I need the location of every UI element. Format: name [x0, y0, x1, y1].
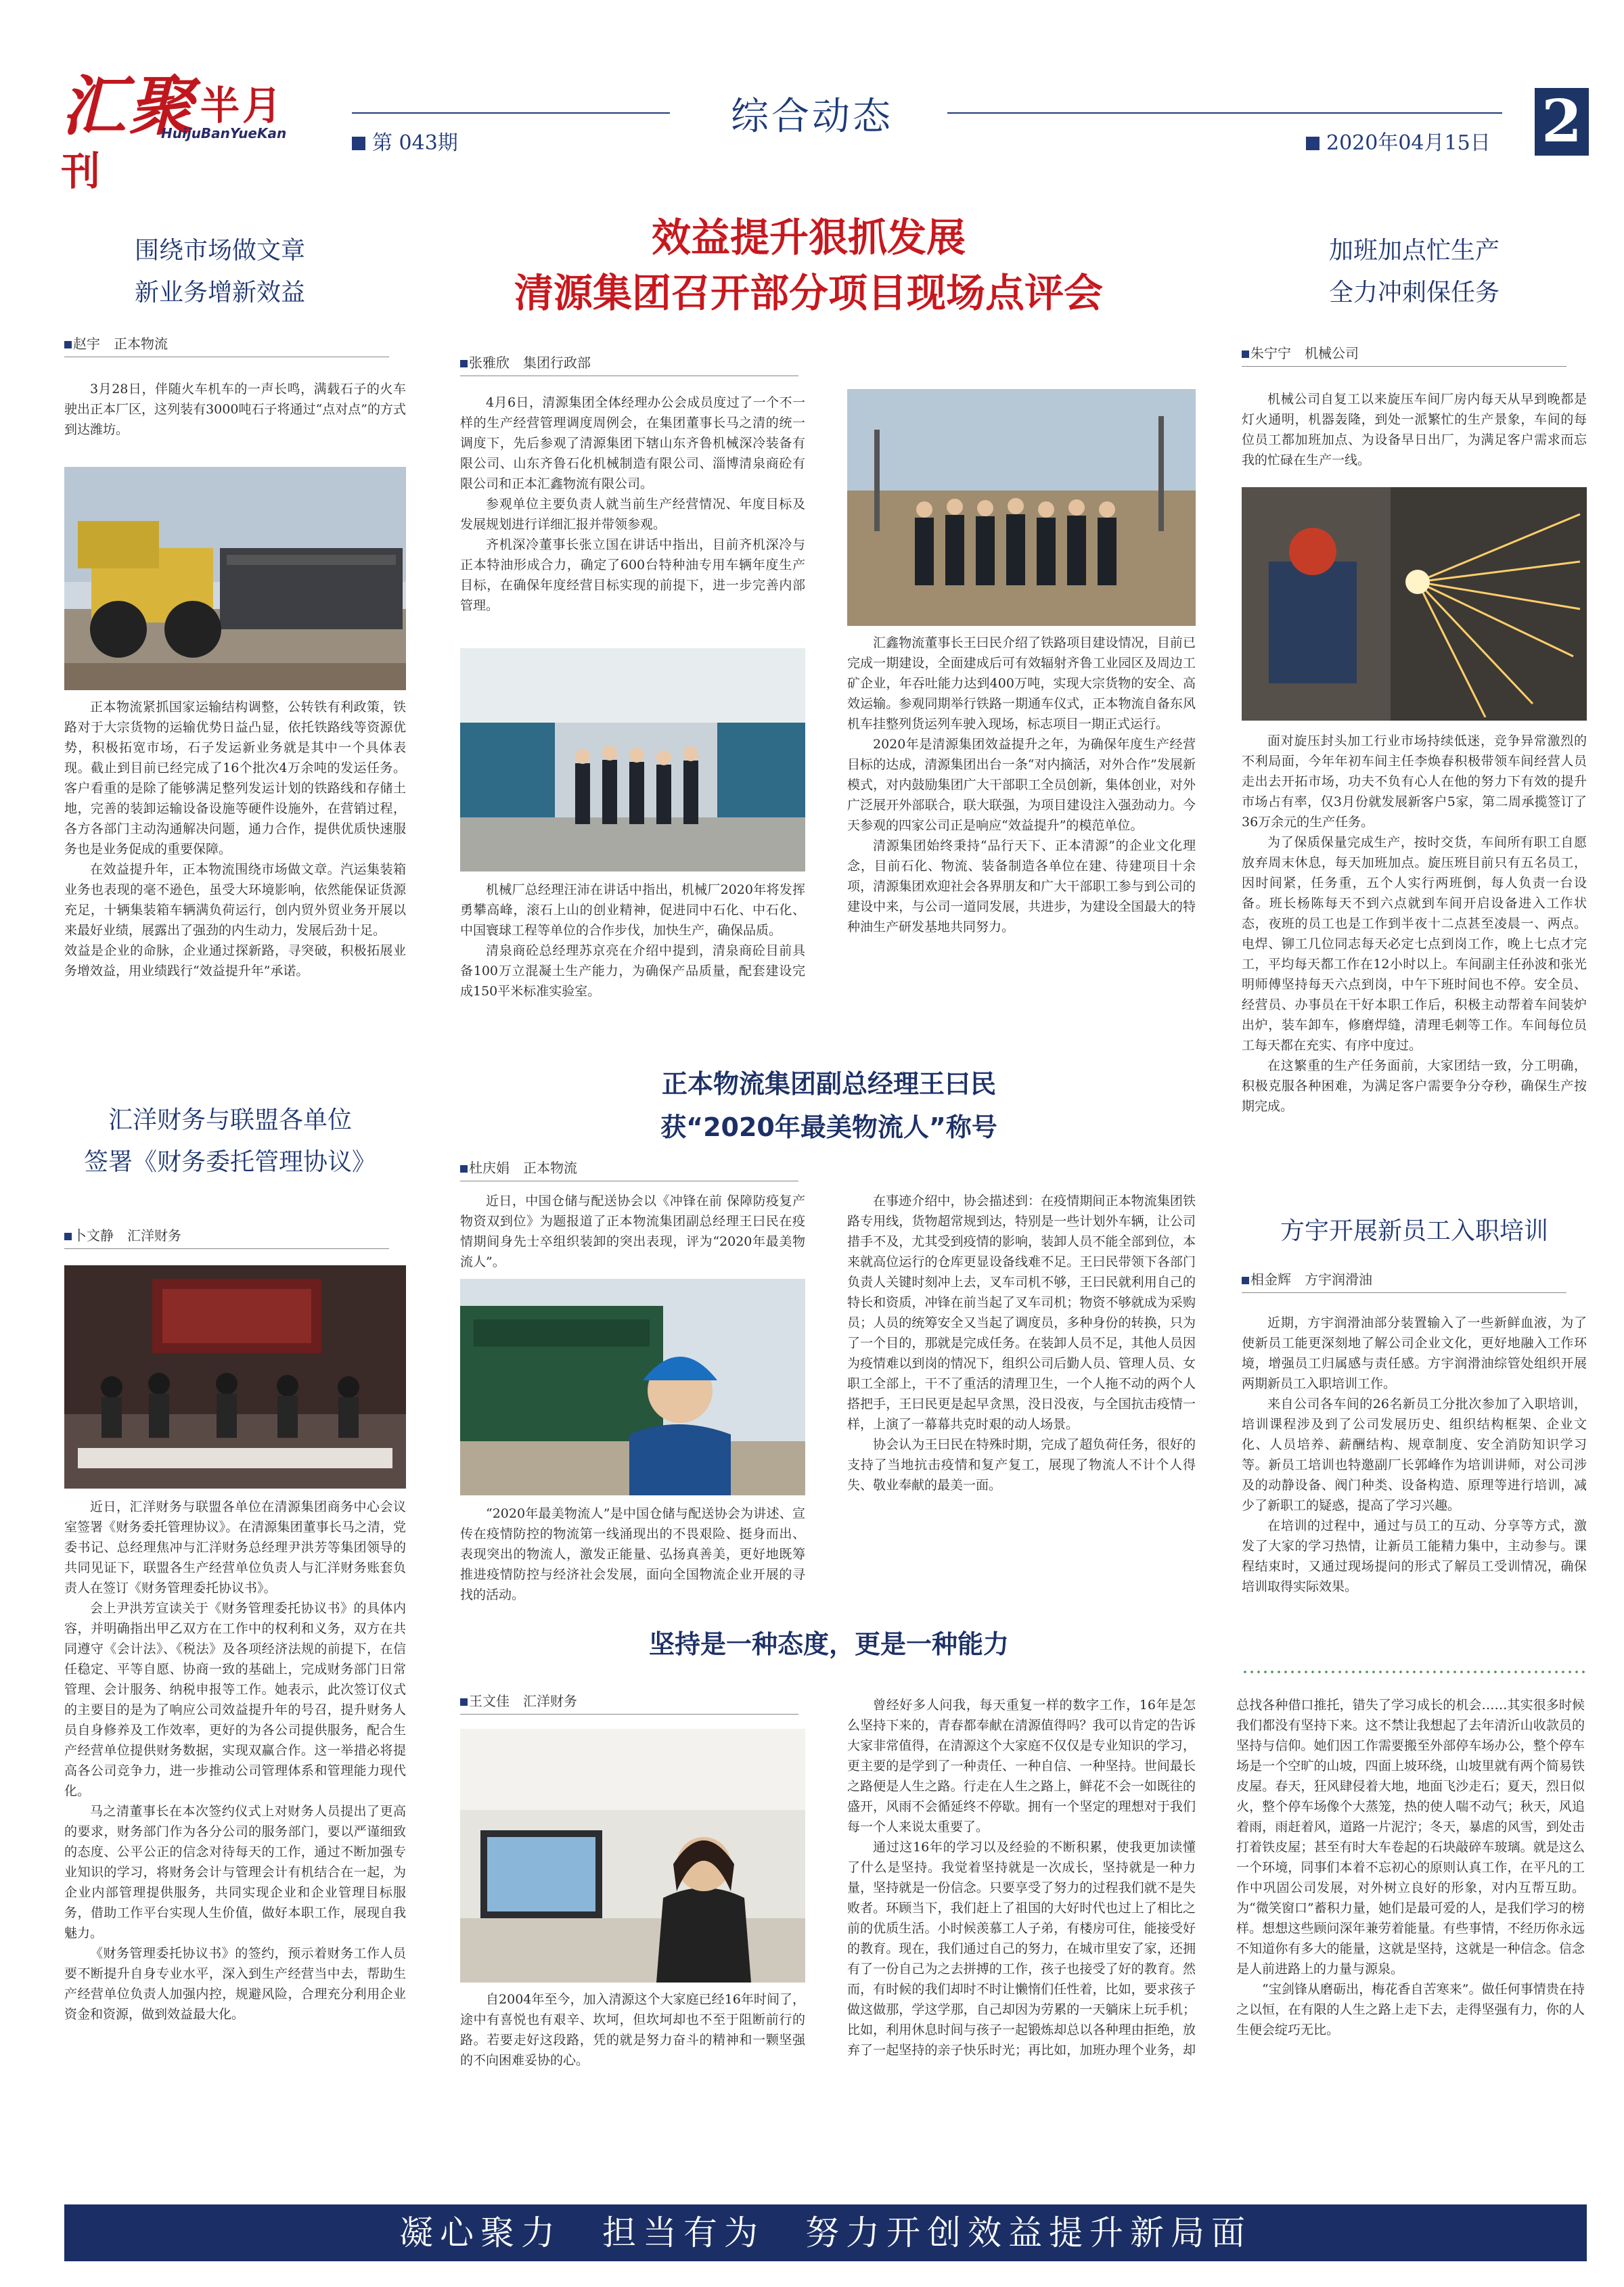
story-left2-headline: 汇洋财务与联盟各单位 签署《财务委托管理协议》	[83, 1106, 376, 1176]
photo-loader-train	[64, 467, 406, 690]
story-left1-body: 正本物流紧抓国家运输结构调整，公转铁有利政策，铁路对于大宗货物的运输优势日益凸显，依托铁路线等资源优势，积极拓宽市场，石子发运新业务就是其中一个具体表现。截止到目前已经完成了16个批次4万余吨的发运任务。客户看重的是除了能够满足整列发运计划的铁路线和存储土地，完善的装卸运输设备设施等硬件设施外，在营销过程，各方各部门主动沟通解决问题，通力合作，提供优质快速服务也是业务促成的重要保障。 在效益提升年，正本物流围绕市场做文章。汽运集装箱业务也表现的毫不逊色，虽受大环境影响，依然能保证货源充足，十辆集装箱车辆满负荷运行，创内贸外贸业务开展以来最好业绩，展露出了强劲的内生动力，发展后劲十足。 效益是企业的命脉，企业通过探新路，寻突破，积极拓展业务增效益，用业绩践行“效益提升年”承诺。	[64, 700, 406, 978]
footer-slogan: 凝心聚力 担当有为 努力开创效益提升新局面	[64, 2204, 1587, 2261]
section-title: 综合动态	[731, 95, 893, 139]
story-center1-byline: 张雅欣 集团行政部	[460, 352, 798, 376]
photo-office-worker	[460, 1729, 805, 1983]
story-left2-byline: 卜文静 汇洋财务	[64, 1225, 389, 1249]
brand-pinyin: HuijuBanYueKan	[161, 125, 287, 141]
issue-number: 第 043期	[352, 126, 458, 156]
photo-award-winner	[460, 1279, 805, 1495]
story-bottom-body: 曾经好多人问我，每天重复一样的数字工作，16年是怎么坚持下来的，青春都奉献在清源值得吗？我可以肯定的告诉大家非常值得，在清源这个大家庭不仅仅是专业知识的学习，更主要的是学到了一种责任、一种自信、一种坚持。世间最长之路便是人生之路。行走在人生之路上，鲜花不会一如既往的盛开，风雨不会循延终不停歇。拥有一个坚定的理想对于我们每一个人来说太重要了。 通过这16年的学习以及经验的不断积累，使我更加读懂了什么是坚持。我觉着坚持就是一次成长，坚持就是一种力量，坚持就是一份信念。只要享受了努力的过程我们就不是失败者。环顾当下，我们赶上了祖国的大好时代也过上了相比之前的优质生活。小时候羡慕工人子弟，有楼房可住，能接受好的教育。现在，我们通过自己的努力，在城市里安了家，还拥有了一份自己为之去拼搏的工作，孩子也接受了好的教育。然而，有时候的我们却时不时让懒惰们任性着，比如，要求孩子做这做那，学这学那，自己却因为劳累的一天躺床上玩手机；比如，利用休息时间与孩子一起锻炼却总以各种理由拒绝，放弃了一起坚持的亲子快乐时光；再比如，加班办理个业务，却总找各种借口推托，错失了学习成长的机会……其实很多时候我们都没有坚持下来。这不禁让我想起了去年清沂山收款员的坚持与信仰。她们因工作需要搬至外部停车场办公，整个停车场是一个空旷的山坡，四面上坡环绕，山坡里就有两个简易铁皮屋。春天，狂风肆侵着大地，地面飞沙走石；夏天，烈日似火，整个停车场像个大蒸笼，热的使人喘不动气；秋天，风追着雨，雨赶着风，道路一片泥泞；冬天，暴虐的风雪，到处击打着铁皮屋；甚至有时大车卷起的石块敲碎车玻璃。就是这么一个环境，同事们本着不忘初心的原则认真工作，在平凡的工作中巩固公司发展，对外树立良好的形象，对内互帮互助。为“微笑窗口”蓄积力量，她们是最可爱的人，是我们学习的榜样。想想这些顾问深年兼劳着能量。有些事情，不经历你永远不知道你有多大的能量，这就是坚持，这就是一种信念。信念是人前进路上的力量与源泉。 “宝剑锋从磨砺出，梅花香自苦寒来”。做任何事情贵在持之以恒，在有限的人生之路上走下去，走得坚强有力，你的人生便会绽巧无比。	[847, 1698, 1585, 2058]
story-bottom-headline: 坚持是一种态度，更是一种能力	[648, 1629, 1009, 1659]
story-right2-body: 近期，方宇润滑油部分装置输入了一些新鲜血液，为了使新员工能更深刻地了解公司企业文化，更好地融入工作环境，增强员工归属感与责任感。方宇润滑油综管处组织开展两期新员工入职培训工作。 来自公司各车间的26名新员工分批次参加了入职培训，培训课程涉及到了公司发展历史、组织结构框架、企业文化、人员培养、薪酬结构、规章制度、安全消防知识学习等。新员工培训也特邀副厂长郭峰作为培训讲师，对公司涉及的动静设备、阀门种类、设备构造、原理等进行培训，减少了新职工的疑惑，提高了学习兴趣。 在培训的过程中，通过与员工的互动、分享等方式，激发了大家的学习热情，让新员工能精力集中，主动参与。课程结束时，又通过现场提问的形式了解员工受训情况，确保培训取得实际效果。	[1242, 1315, 1587, 1594]
photo-signing-ceremony	[64, 1265, 406, 1489]
story-bottom-byline: 王文佳 汇洋财务	[460, 1690, 798, 1715]
brand-name: 汇聚 半月刊	[61, 68, 285, 194]
story-right1-headline: 加班加点忙生产 全力冲刺保任务	[1328, 237, 1499, 307]
story-left1-lead: 3月28日，伴随火车机车的一声长鸣，满载石子的火车驶出正本厂区，这列装有3000吨石子将通过“点对点”的方式到达潍坊。	[64, 382, 406, 437]
story-left1-headline: 围绕市场做文章 新业务增新效益	[134, 237, 305, 307]
page-number: 2	[1535, 88, 1589, 156]
story-bottom-col1: 自2004年至今，加入清源这个大家庭已经16年时间了，途中有喜悦也有艰辛、坎坷，但坎坷却也不至于阻断前行的路。若要走好这段路，凭的就是努力奋斗的精神和一颗坚强的不向困难妥协的心。	[460, 1992, 805, 2068]
story-left1-byline: 赵宇 正本物流	[64, 333, 389, 357]
issue-date: 2020年04月15日	[1306, 126, 1491, 156]
photo-railway-ceremony	[847, 389, 1196, 626]
photo-factory-visit	[460, 648, 805, 871]
photo-welding	[1242, 487, 1587, 721]
story-center1-col2: 汇鑫物流董事长王曰民介绍了铁路项目建设情况，目前已完成一期建设，全面建成后可有效辐射齐鲁工业园区及周边工矿企业，年吞吐能力达到400万吨，实现大宗货物的安全、高效运输。参观同期举行铁路一期通车仪式，正本物流自备东风机车挂整列货运列车驶入现场，标志项目一期正式运行。 2020年是清源集团效益提升之年，为确保年度生产经营目标的达成，清源集团出台一条“对内摘活，对外合作”发展新模式，对内鼓励集团广大干部职工全员创新，集体创业，对外广泛展开外部联合，联大联强，为项目建设注入强劲动力。今天参观的四家公司正是响应“效益提升”的模范单位。 清源集团始终秉持“品行天下、正本清源”的企业文化理念，目前石化、物流、装备制造各单位在建、待建项目十余项，清源集团欢迎社会各界朋友和广大干部职工参与到公司的建设中来，与公司一道同发展，共进步，为建设全国最大的特种油生产研发基地共同努力。	[847, 635, 1196, 934]
story-left2-body: 近日，汇洋财务与联盟各单位在清源集团商务中心会议室签署《财务委托管理协议》。在清源集团董事长马之清，党委书记、总经理焦冲与汇洋财务总经理尹洪芳等集团领导的共同见证下，联盟各生产经营单位负责人与汇洋财务账套负责人在签订《财务管理委托协议书》。 会上尹洪芳宣读关于《财务管理委托协议书》的具体内容，并明确指出甲乙双方在工作中的权利和义务，双方在共同遵守《会计法》、《税法》及各项经济法规的前提下，在信任稳定、平等自愿、协商一致的基础上，完成财务部门日常管理、会计服务、纳税申报等工作。她表示，此次签订仪式的主要目的是为了响应公司效益提升年的号召，提升财务人员自身修养及工作效率，更好的为各公司提供服务，配合生产经营单位提供财务数据，实现双赢合作。这一举措必将提高各公司竞争力，进一步推动公司管理体系和管理能力现代化。 马之清董事长在本次签约仪式上对财务人员提出了更高的要求，财务部门作为各分公司的服务部门，要以严谨细致的态度、公平公正的信念对待每天的工作，通过不断加强专业知识的学习，将财务会计与管理会计有机结合在一起，为企业内部管理提供服务，共同实现企业和企业管理目标服务，借助工作平台实现人生价值，做好本职工作，展现自我魅力。 《财务管理委托协议书》的签约，预示着财务工作人员要不断提升自身专业水平，深入到生产经营当中去，帮助生产经营单位负责人加强内控，规避风险，合理充分利用企业资金和资源，做到效益最大化。	[64, 1499, 406, 2022]
story-center1-col1b: 机械厂总经理汪沛在讲话中指出，机械厂2020年将发挥勇攀高峰，滚石上山的创业精神，促进同中石化、中石化、中国寰球工程等单位的合作步伐，加快生产，确保品质。 清泉商砼总经理苏京亮在介绍中提到，清泉商砼目前具备100万立混凝土生产能力，为确保产品质量，配套建设完成150平米标准实验室。	[460, 882, 805, 999]
story-center2-headline: 正本物流集团副总经理王曰民 获“2020年最美物流人”称号	[660, 1069, 997, 1142]
story-center2-col1: “2020年最美物流人”是中国仓储与配送协会为讲述、宣传在疫情防控的物流第一线涌现出的不畏艰险、挺身而出、表现突出的物流人，激发正能量、弘扬真善美，更好地既筹推进疫情防控与经济社会发展，面向全国物流企业开展的寻找的活动。	[460, 1506, 805, 1602]
divider-dots	[1242, 1670, 1587, 1674]
story-right2-headline: 方宇开展新员工入职培训	[1280, 1217, 1548, 1245]
story-right2-byline: 相金辉 方宇润滑油	[1242, 1269, 1566, 1293]
story-center2-byline: 杜庆娟 正本物流	[460, 1157, 798, 1181]
story-center2-lead: 近日，中国仓储与配送协会以《冲锋在前 保障防疫复产物资双到位》为题报道了正本物流集团副总经理王曰民在疫情期间身先士卒组织装卸的突出表现，评为“2020年最美物流人”。	[460, 1194, 805, 1269]
masthead-rule-right	[947, 112, 1502, 114]
story-right1-body: 面对旋压封头加工行业市场持续低迷，竞争异常激烈的不利局面，今年年初车间主任李焕春积极带领车间经营人员走出去开拓市场，功夫不负有心人在他的努力下有效的提升市场占有率，仅3月份就发展新客户5家，第二周承揽签订了36万余元的生产任务。 为了保质保量完成生产，按时交货，车间所有职工自愿放弃周末休息，每天加班加点。旋压班目前只有五名员工，因时间紧，任务重，五个人实行两班倒，每人负责一台设备。班长杨陈每天不到六点就到车间开启设备进入工作状态，夜班的员工也是工作到半夜十二点甚至凌晨一、两点。电焊、铆工几位同志每天必定七点到岗工作，晚上七点才完工，平均每天都工作在12小时以上。车间副主任孙波和张光明师傅坚持每天六点到岗，中午下班时间也不停。安全员、经营员、办事员在干好本职工作后，积极主动帮着车间装炉出炉，装车卸车，修磨焊缝，清理毛刺等工作。车间每位员工每天都在充实、有序中度过。 在这繁重的生产任务面前，大家团结一致，分工明确，积极克服各种困难，为满足客户需要争分夺秒，确保生产按期完成。	[1242, 733, 1587, 1114]
masthead-logo	[61, 68, 304, 194]
lead-headline: 效益提升狠抓发展 清源集团召开部分项目现场点评会	[514, 214, 1103, 316]
story-right1-lead: 机械公司自复工以来旋压车间厂房内每天从早到晚都是灯火通明，机器轰隆，到处一派繁忙的生产景象，车间的每位员工都加班加点、为设备早日出厂，为满足客户需求而忘我的忙碌在生产一线。	[1242, 392, 1587, 468]
masthead-rule-left	[352, 112, 670, 114]
story-center2-col2: 在事迹介绍中，协会描述到：在疫情期间正本物流集团铁路专用线，货物超常规到达，特别是一些计划外车辆，让公司措手不及，尤其受到疫情的影响，装卸人员不能全部到位，本来就高位运行的仓库更显设备线难不足。王曰民带领下各部门负责人关键时刻冲上去，叉车司机不够，王曰民就利用自己的特长和资质，冲锋在前当起了叉车司机；物资不够就成为采购员；人员的统筹安全又当起了调度员，多种身份的转换，只为了一个目的，那就是完成任务。在装卸人员不足，其他人员因为疫情难以到岗的情况下，组织公司后勤人员、管理人员、女职工全部上，干不了重活的清理卫生，一个人拖不动的两个人搭把手，王曰民更是起早贪黑，没日没夜，与全国抗击疫情一样，上演了一幕幕共克时艰的动人场景。 协会认为王曰民在特殊时期，完成了超负荷任务，很好的支持了当地抗击疫情和复产复工，展现了物流人不计个人得失、敬业奉献的最美一面。	[847, 1194, 1196, 1493]
story-right1-byline: 朱宁宁 机械公司	[1242, 342, 1566, 367]
story-center1-col1: 4月6日，清源集团全体经理办公会成员度过了一个不一样的生产经营管理调度周例会，在集团董事长马之清的统一调度下，先后参观了清源集团下辖山东齐鲁机械深冷装备有限公司、山东齐鲁石化机械制造有限公司、淄博清泉商砼有限公司和正本汇鑫物流有限公司。 参观单位主要负责人就当前生产经营情况、年度目标及发展规划进行详细汇报并带领参观。 齐机深冷董事长张立国在讲话中指出，目前齐机深冷与正本特油形成合力，确定了600台特种油专用车辆年度生产目标，在确保年度经营目标实现的前提下，进一步完善内部管理。	[460, 395, 805, 613]
